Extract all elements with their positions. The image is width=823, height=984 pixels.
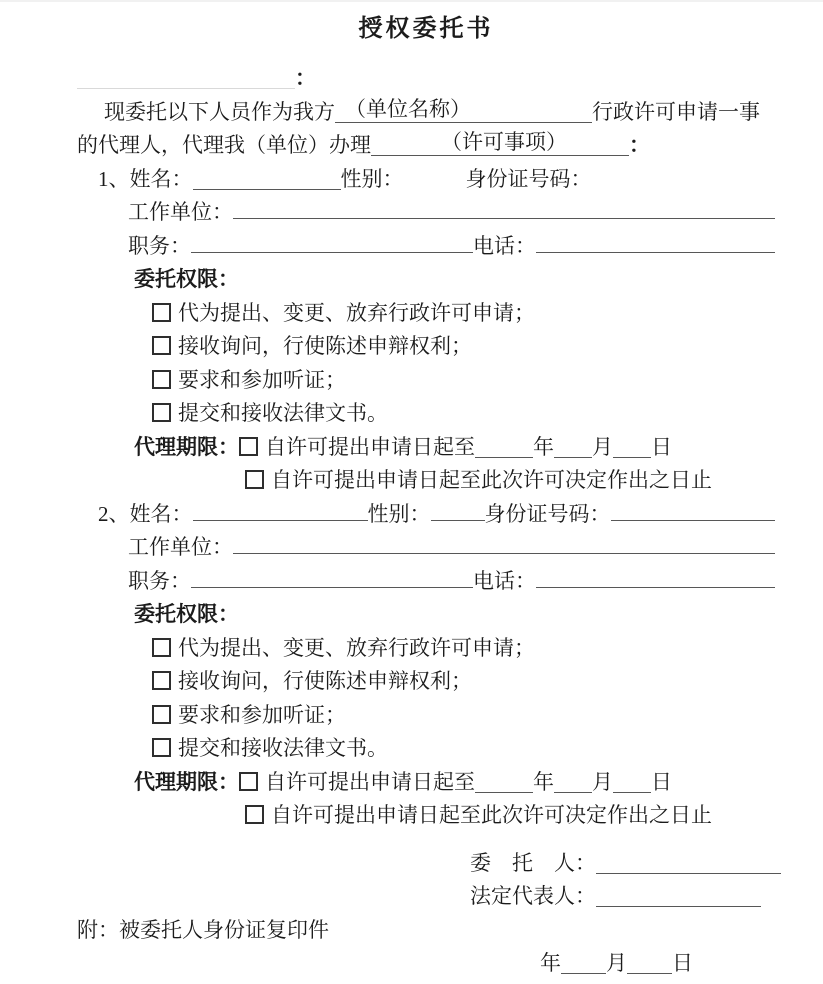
job-title-blank [191, 566, 473, 588]
person-2-period-row-2 [77, 799, 775, 833]
gender-label: 性别： [340, 166, 404, 191]
addressee-line [77, 62, 775, 96]
date-year-blank [561, 952, 606, 974]
year-blank [475, 771, 533, 793]
authority-option-label: 接收询问，行使陈述申辩权利； [178, 334, 472, 358]
person-1-authority-heading: 委托权限： [134, 267, 239, 291]
legal-representative-row [77, 880, 775, 914]
period-option1-text: 自许可提出申请日起至 [265, 769, 475, 794]
checkbox-icon [152, 671, 171, 690]
intro-line1-lead: 现委托以下人员作为我方 [104, 99, 335, 124]
date-line [77, 947, 775, 981]
person-section-1 [77, 163, 775, 498]
unit-name-blank [335, 96, 592, 123]
person-2-name-row [77, 498, 775, 532]
job-title-label: 职务： [128, 233, 191, 258]
person-1-period-row-1 [77, 431, 775, 465]
day-blank [613, 771, 651, 793]
checkbox-icon [152, 638, 171, 657]
permit-item-blank [371, 130, 629, 156]
month-blank [554, 436, 592, 458]
authority-option [77, 732, 775, 766]
checkbox-icon [152, 370, 171, 389]
month-label: 月 [592, 434, 613, 459]
intro-line2-tail: ： [629, 133, 650, 157]
checkbox-icon [152, 738, 171, 757]
name-blank [193, 168, 341, 190]
person-2-period-row-1 [77, 766, 775, 800]
authority-option [77, 665, 775, 699]
person-1-name-row [77, 163, 775, 197]
principal-signature-blank [596, 852, 781, 874]
gender-blank [431, 499, 485, 521]
day-blank [613, 436, 651, 458]
person-1-period-row-2 [77, 464, 775, 498]
phone-blank [536, 566, 775, 588]
job-title-blank [191, 231, 473, 253]
date-month-blank [627, 952, 672, 974]
document-title: 授权委托书 [358, 16, 494, 42]
person-1-work-row [77, 196, 775, 230]
phone-label: 电话： [473, 568, 536, 593]
checkbox-icon [245, 805, 264, 824]
authority-option-label: 代为提出、变更、放弃行政许可申请； [178, 300, 535, 325]
gender-label: 性别： [367, 501, 431, 526]
checkbox-icon [152, 303, 171, 322]
person-2-job-phone-row [77, 565, 775, 599]
period-option1-text: 自许可提出申请日起至 [265, 434, 475, 459]
checkbox-icon [245, 470, 264, 489]
principal-label: 委 托 人： [470, 850, 596, 875]
checkbox-icon [152, 403, 171, 422]
authority-option-label: 提交和接收法律文书。 [178, 736, 388, 760]
authority-option-label: 代为提出、变更、放弃行政许可申请； [178, 635, 535, 660]
gender-blank-gap [404, 165, 466, 186]
work-unit-blank [233, 197, 775, 219]
authority-option-label: 要求和参加听证； [178, 702, 346, 727]
person-2-work-row [77, 531, 775, 565]
permit-item-placeholder: （许可事项） [441, 130, 567, 154]
intro-line-2 [77, 129, 775, 163]
intro-line1-tail: 行政许可申请一事 [592, 99, 760, 124]
name-blank [193, 499, 368, 521]
work-unit-label: 工作单位： [128, 200, 233, 224]
work-unit-label: 工作单位： [128, 535, 233, 559]
name-label: 姓名： [129, 166, 193, 191]
phone-label: 电话： [473, 233, 536, 258]
unit-name-placeholder: （单位名称） [345, 96, 471, 121]
person-section-2 [77, 498, 775, 833]
work-unit-blank [233, 532, 775, 554]
authority-option [77, 330, 775, 364]
addressee-colon: ： [295, 66, 316, 90]
authority-option-label: 提交和接收法律文书。 [178, 401, 388, 425]
month-blank [554, 771, 592, 793]
period-option2-text: 自许可提出申请日起至此次许可决定作出之日止 [271, 803, 712, 827]
year-label: 年 [533, 769, 554, 794]
period-option2-text: 自许可提出申请日起至此次许可决定作出之日止 [271, 468, 712, 492]
date-year-label: 年 [540, 951, 561, 975]
id-number-blank [611, 499, 776, 521]
authority-option-label: 接收询问，行使陈述申辩权利； [178, 669, 472, 693]
authority-option [77, 297, 775, 331]
id-number-label: 身份证号码： [484, 501, 611, 526]
phone-blank [536, 231, 775, 253]
attachment-note: 附：被委托人身份证复印件 [77, 917, 329, 942]
authority-option-label: 要求和参加听证； [178, 367, 346, 392]
checkbox-icon [152, 336, 171, 355]
authority-option [77, 364, 775, 398]
intro-line2-lead: 的代理人，代理我（单位）办理 [77, 133, 371, 157]
authority-option [77, 632, 775, 666]
addressee-blank-line [77, 67, 295, 89]
period-heading: 代理期限： [134, 434, 239, 459]
authority-option [77, 699, 775, 733]
legal-representative-label: 法定代表人： [470, 884, 596, 908]
year-label: 年 [533, 434, 554, 459]
year-blank [475, 436, 533, 458]
legal-representative-blank [596, 885, 761, 907]
day-label: 日 [651, 769, 672, 794]
person-1-number: 1、 [98, 166, 130, 191]
day-label: 日 [651, 434, 672, 459]
person-1-job-phone-row [77, 230, 775, 264]
id-number-label: 身份证号码： [465, 166, 592, 191]
checkbox-icon [239, 437, 258, 456]
person-2-authority-heading: 委托权限： [134, 602, 239, 626]
job-title-label: 职务： [128, 568, 191, 593]
period-heading: 代理期限： [134, 769, 239, 794]
checkbox-icon [239, 772, 258, 791]
month-label: 月 [592, 769, 613, 794]
checkbox-icon [152, 705, 171, 724]
name-label: 姓名： [129, 501, 193, 526]
principal-signature-row [77, 847, 775, 881]
intro-line-1 [77, 96, 775, 130]
date-day-label: 日 [672, 951, 693, 975]
person-2-number: 2、 [98, 501, 130, 526]
date-month-label: 月 [606, 951, 627, 975]
authority-option [77, 397, 775, 431]
